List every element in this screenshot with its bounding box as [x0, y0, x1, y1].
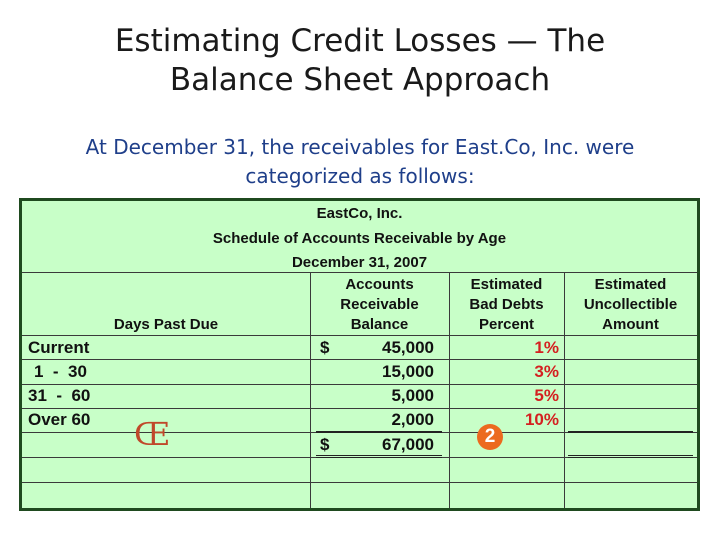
- row-divider: [22, 384, 697, 385]
- dollar-sign: $: [320, 338, 330, 357]
- row-divider: [22, 408, 697, 409]
- column-header-amount: [564, 275, 697, 335]
- slide-title-line-2: Balance Sheet Approach: [169, 62, 551, 98]
- column-header-divider: [22, 335, 697, 336]
- subtitle-line-2: categorized as follows:: [245, 164, 475, 188]
- column-header-amount-line-1: Estimated: [594, 276, 667, 293]
- balance-value: 5,000: [391, 386, 434, 405]
- percent-value: 1%: [534, 338, 559, 357]
- column-header-percent: [449, 275, 564, 335]
- slide-subtitle: [0, 133, 720, 191]
- schedule-date: December 31, 2007: [291, 254, 428, 271]
- slide-title: [0, 22, 720, 100]
- column-header-balance-line-1: Accounts: [345, 276, 414, 293]
- aging-schedule-table: [19, 198, 700, 511]
- row-label: 31 - 60: [28, 386, 91, 405]
- column-header-balance: [310, 275, 449, 335]
- company-name: EastCo, Inc.: [316, 205, 403, 222]
- row-divider: [22, 482, 697, 483]
- row-label: Over 60: [28, 410, 91, 429]
- slide-title-line-1: Estimating Credit Losses — The: [114, 23, 606, 59]
- schedule-title: Schedule of Accounts Receivable by Age: [212, 230, 507, 247]
- row-divider: [22, 359, 697, 360]
- column-header-amount-line-3: Amount: [602, 316, 659, 333]
- balance-value: 45,000: [382, 338, 434, 357]
- column-header-amount-line-2: Uncollectible: [583, 296, 678, 313]
- row-label: Current: [28, 338, 90, 357]
- balance-value: 2,000: [391, 410, 434, 429]
- total-double-underline: [316, 455, 442, 461]
- subtotal-underline: [568, 431, 693, 433]
- column-header-percent-line-1: Estimated: [470, 276, 543, 293]
- column-header-balance-line-2: Receivable: [340, 296, 419, 313]
- subtitle-line-1: At December 31, the receivables for East.Co, Inc. were: [85, 135, 635, 159]
- row-label: 1 - 30: [34, 362, 87, 381]
- total-double-underline: [568, 455, 693, 461]
- balance-value: 15,000: [382, 362, 434, 381]
- subtotal-underline: [316, 431, 442, 433]
- header-divider: [22, 272, 697, 273]
- column-header-percent-line-3: Percent: [478, 316, 535, 333]
- column-header-balance-line-3: Balance: [350, 316, 409, 333]
- percent-value: 10%: [524, 410, 559, 429]
- oe-glyph-marker: Œ: [134, 415, 171, 453]
- total-dollar-sign: $: [320, 435, 330, 454]
- total-balance-value: 67,000: [382, 435, 434, 454]
- percent-value: 3%: [534, 362, 559, 381]
- column-header-percent-line-2: Bad Debts: [469, 296, 544, 313]
- percent-value: 5%: [534, 386, 559, 405]
- column-header-days: Days Past Due: [113, 316, 219, 333]
- number-badge-icon: 2: [477, 424, 503, 450]
